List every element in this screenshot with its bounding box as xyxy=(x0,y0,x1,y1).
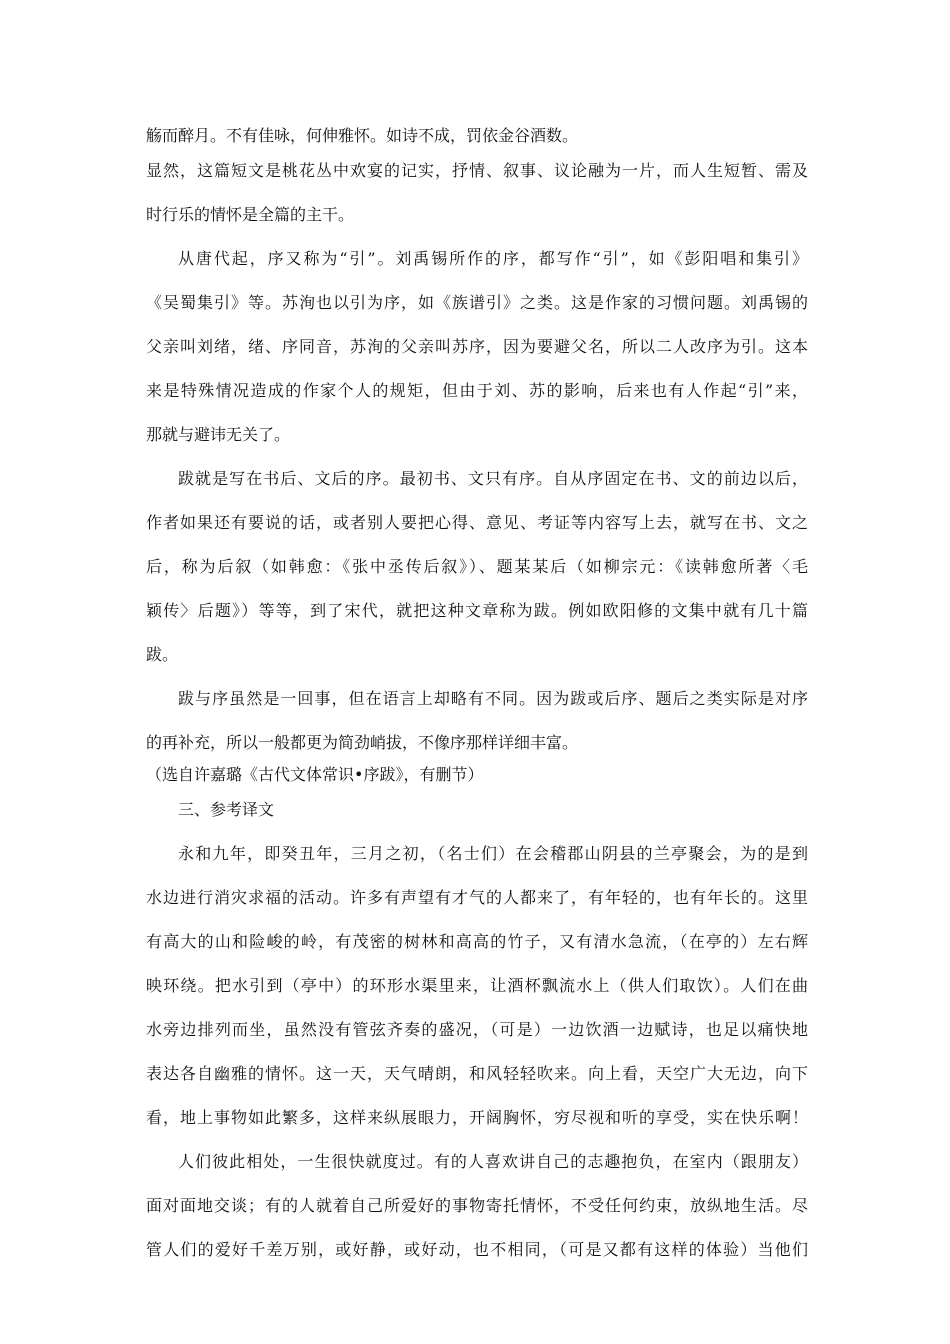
text-line: 《吴蜀集引》等。苏洵也以引为序，如《族谱引》之类。这是作家的习惯问题。刘禹锡的 xyxy=(146,293,808,312)
paragraph-translation-1 xyxy=(146,842,808,1129)
text-line: 的再补充，所以一般都更为简劲峭拔，不像序那样详细丰富。 xyxy=(146,733,579,752)
text-line: 跋就是写在书后、文后的序。最初书、文只有序。自从序固定在书、文的前边以后， xyxy=(178,469,808,488)
paragraph-difference xyxy=(146,687,808,754)
text-line: 那就与避讳无关了。 xyxy=(146,425,291,444)
text-line: 后，称为后叙（如韩愈：《张中丞传后叙》）、题某某后（如柳宗元：《读韩愈所著〈毛 xyxy=(146,557,808,576)
text-line: 表达各自幽雅的情怀。这一天，天气晴朗，和风轻轻吹来。向上看，天空广大无边，向下 xyxy=(146,1064,808,1083)
text-line: 显然，这篇短文是桃花丛中欢宴的记实，抒情、叙事、议论融为一片，而人生短暂、需及 xyxy=(146,161,808,180)
text-line: 从唐代起，序又称为“引”。刘禹锡所作的序，都写作“引”，如《彭阳唱和集引》 xyxy=(178,249,808,268)
text-line: 时行乐的情怀是全篇的主干。 xyxy=(146,205,355,224)
text-line: 看，地上事物如此繁多，这样来纵展眼力，开阔胸怀，穷尽视和听的享受，实在快乐啊！ xyxy=(146,1108,808,1127)
paragraph-yin xyxy=(146,247,808,446)
source-citation xyxy=(146,763,808,786)
text-line: 有高大的山和险峻的岭，有茂密的树林和高高的竹子，又有清水急流，（在亭的）左右辉 xyxy=(146,932,808,951)
text-line: 跋与序虽然是一回事，但在语言上却略有不同。因为跋或后序、题后之类实际是对序 xyxy=(178,689,808,708)
section-heading xyxy=(146,798,808,821)
text-line: 水边进行消灾求福的活动。许多有声望有才气的人都来了，有年轻的，也有年长的。这里 xyxy=(146,888,808,907)
text-line: 永和九年，即癸丑年，三月之初，（名士们）在会稽郡山阴县的兰亭聚会，为的是到 xyxy=(178,844,808,863)
text-line: 人们彼此相处，一生很快就度过。有的人喜欢讲自己的志趣抱负，在室内（跟朋友） xyxy=(178,1152,808,1171)
text-line: 映环绕。把水引到（亭中）的环形水渠里来，让酒杯飘流水上（供人们取饮）。人们在曲 xyxy=(146,976,808,995)
text-line: 作者如果还有要说的话，或者别人要把心得、意见、考证等内容写上去，就写在书、文之 xyxy=(146,513,808,532)
text-line: （选自许嘉璐《古代文体常识•序跋》，有删节） xyxy=(146,765,484,784)
paragraph-summary xyxy=(146,159,808,226)
text-line: 颖传〉后题》）等等，到了宋代，就把这种文章称为跋。例如欧阳修的文集中就有几十篇 xyxy=(146,601,808,620)
text-line: 来是特殊情况造成的作家个人的规矩，但由于刘、苏的影响，后来也有人作起“引”来， xyxy=(146,381,808,400)
text-line: 父亲叫刘绪，绪、序同音，苏洵的父亲叫苏序，因为要避父名，所以二人改序为引。这本 xyxy=(146,337,808,356)
text-line: 跋。 xyxy=(146,645,179,664)
paragraph-ba xyxy=(146,467,808,666)
text-line: 管人们的爱好千差万别，或好静，或好动，也不相同，（可是又都有这样的体验）当他们 xyxy=(146,1240,808,1259)
heading-text: 三、参考译文 xyxy=(178,800,275,819)
document-body xyxy=(146,124,808,1261)
text-line: 觞而醉月。不有佳咏，何伸雅怀。如诗不成，罚依金谷酒数。 xyxy=(146,126,579,145)
paragraph-translation-2 xyxy=(146,1150,808,1261)
text-line: 水旁边排列而坐，虽然没有管弦齐奏的盛况，（可是）一边饮酒一边赋诗，也足以痛快地 xyxy=(146,1020,808,1039)
text-line: 面对面地交谈；有的人就着自己所爱好的事物寄托情怀，不受任何约束，放纵地生活。尽 xyxy=(146,1196,808,1215)
paragraph-quote-end xyxy=(146,124,808,147)
